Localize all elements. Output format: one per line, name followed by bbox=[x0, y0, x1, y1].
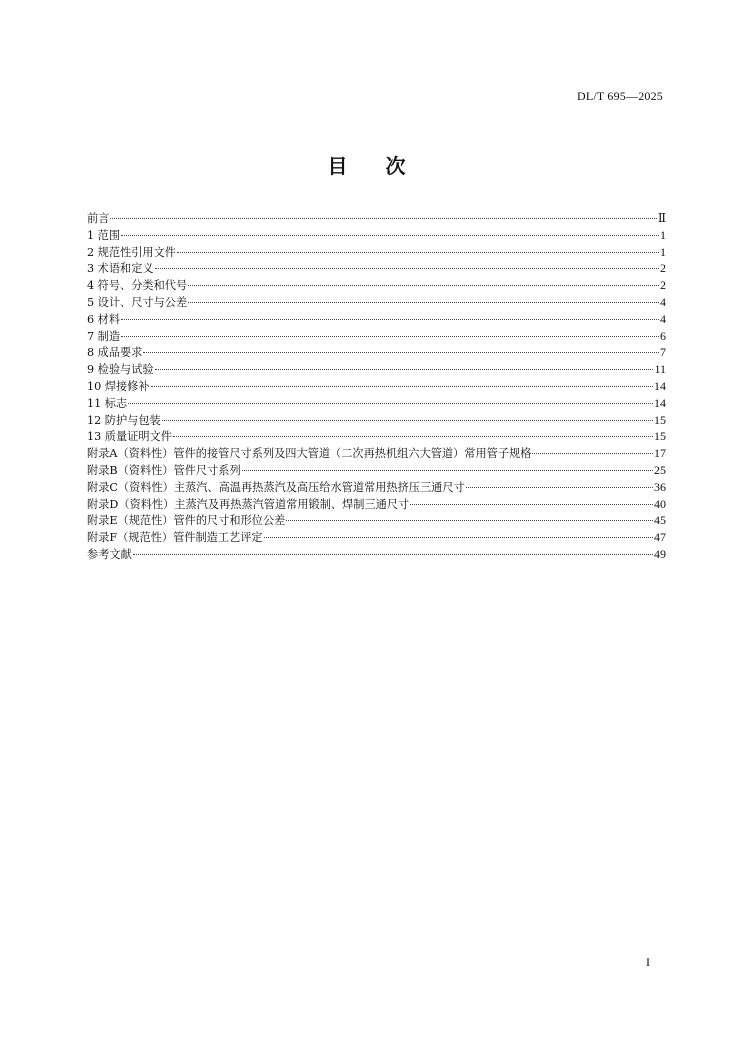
dot-leader bbox=[466, 487, 653, 488]
toc-page-number: 25 bbox=[654, 462, 666, 477]
dot-leader bbox=[188, 302, 659, 303]
toc-label: 附录C（资料性）主蒸汽、高温再热蒸汽及高压给水管道常用热挤压三通尺寸 bbox=[87, 480, 465, 494]
toc-page-number: 14 bbox=[654, 395, 666, 410]
toc-label: 参考文献 bbox=[87, 547, 132, 561]
toc-label: 12 防护与包装 bbox=[87, 413, 161, 427]
toc-entry-scope[interactable] bbox=[87, 227, 666, 244]
toc-label: 附录D（资料性）主蒸汽及再热蒸汽管道常用锻制、焊制三通尺寸 bbox=[87, 497, 410, 511]
toc-label: 3 术语和定义 bbox=[87, 262, 154, 276]
toc-page-number: 4 bbox=[660, 294, 666, 309]
toc-page-number: 14 bbox=[654, 378, 666, 393]
toc-page-number: 11 bbox=[654, 362, 666, 377]
dot-leader bbox=[264, 537, 653, 538]
toc-label: 4 符号、分类和代号 bbox=[87, 279, 188, 293]
toc-entry-appendix-f[interactable] bbox=[87, 529, 666, 546]
toc-page-number: 1 bbox=[660, 227, 666, 242]
toc-label: 附录F（规范性）管件制造工艺评定 bbox=[87, 531, 263, 545]
page-number: I bbox=[646, 955, 650, 969]
toc-entry-appendix-e[interactable] bbox=[87, 512, 666, 529]
dot-leader bbox=[286, 520, 653, 521]
dot-leader bbox=[188, 285, 659, 286]
toc-page-number: 2 bbox=[660, 278, 666, 293]
toc-entry-appendix-b[interactable] bbox=[87, 462, 666, 479]
table-of-contents bbox=[87, 210, 666, 563]
toc-page-number: 49 bbox=[654, 546, 666, 561]
toc-page-number: 2 bbox=[660, 261, 666, 276]
toc-entry-appendix-c[interactable] bbox=[87, 479, 666, 496]
document-code: DL/T 695—2025 bbox=[576, 89, 663, 103]
dot-leader bbox=[162, 420, 653, 421]
toc-entry-design[interactable] bbox=[87, 294, 666, 311]
toc-label: 8 成品要求 bbox=[87, 346, 143, 360]
dot-leader bbox=[242, 470, 653, 471]
toc-page-number: 17 bbox=[654, 446, 666, 461]
page-title bbox=[0, 150, 733, 179]
toc-label: 附录E（规范性）管件的尺寸和形位公差 bbox=[87, 514, 286, 528]
dot-leader bbox=[410, 504, 653, 505]
toc-page-number: 15 bbox=[654, 412, 666, 427]
toc-page-number: 1 bbox=[660, 244, 666, 259]
toc-label: 附录B（资料性）管件尺寸系列 bbox=[87, 463, 241, 477]
toc-page-number: 7 bbox=[660, 345, 666, 360]
dot-leader bbox=[121, 336, 659, 337]
dot-leader bbox=[121, 319, 659, 320]
toc-page-number: 15 bbox=[654, 429, 666, 444]
dot-leader bbox=[121, 235, 659, 236]
toc-entry-materials[interactable] bbox=[87, 311, 666, 328]
toc-label: 2 规范性引用文件 bbox=[87, 245, 176, 259]
toc-entry-bibliography[interactable] bbox=[87, 546, 666, 563]
toc-entry-quality-certificate[interactable] bbox=[87, 428, 666, 445]
toc-entry-inspection[interactable] bbox=[87, 361, 666, 378]
toc-page-number: 36 bbox=[654, 479, 666, 494]
title-char-2: 次 bbox=[385, 154, 406, 178]
dot-leader bbox=[173, 436, 653, 437]
toc-entry-manufacturing[interactable] bbox=[87, 328, 666, 345]
dot-leader bbox=[128, 403, 653, 404]
toc-label: 5 设计、尺寸与公差 bbox=[87, 295, 188, 309]
toc-label: 7 制造 bbox=[87, 329, 121, 343]
dot-leader bbox=[532, 453, 653, 454]
toc-entry-appendix-a[interactable] bbox=[87, 445, 666, 462]
toc-label: 1 范围 bbox=[87, 228, 121, 242]
toc-page-number: 45 bbox=[654, 513, 666, 528]
toc-label: 附录A（资料性）管件的接管尺寸系列及四大管道（二次再热机组六大管道）常用管子规格 bbox=[87, 447, 532, 461]
toc-entry-foreword[interactable] bbox=[87, 210, 666, 227]
toc-entry-weld-repair[interactable] bbox=[87, 378, 666, 395]
toc-page-number: 4 bbox=[660, 311, 666, 326]
toc-page-number: 6 bbox=[660, 328, 666, 343]
toc-label: 11 标志 bbox=[87, 396, 128, 410]
toc-page-number: Ⅱ bbox=[657, 211, 666, 225]
toc-entry-packaging[interactable] bbox=[87, 412, 666, 429]
title-char-1: 目 bbox=[327, 154, 348, 178]
toc-entry-appendix-d[interactable] bbox=[87, 496, 666, 513]
dot-leader bbox=[110, 218, 656, 219]
dot-leader bbox=[133, 554, 653, 555]
toc-entry-marking[interactable] bbox=[87, 395, 666, 412]
dot-leader bbox=[155, 268, 659, 269]
toc-entry-product-requirements[interactable] bbox=[87, 344, 666, 361]
dot-leader bbox=[143, 352, 659, 353]
toc-label: 6 材料 bbox=[87, 312, 121, 326]
dot-leader bbox=[177, 252, 659, 253]
toc-entry-terms[interactable] bbox=[87, 260, 666, 277]
toc-entry-normative-references[interactable] bbox=[87, 244, 666, 261]
toc-label: 10 焊接修补 bbox=[87, 379, 150, 393]
toc-label: 13 质量证明文件 bbox=[87, 430, 172, 444]
dot-leader bbox=[155, 369, 654, 370]
toc-page-number: 40 bbox=[654, 496, 666, 511]
toc-page-number: 47 bbox=[654, 530, 666, 545]
toc-label: 9 检验与试验 bbox=[87, 363, 154, 377]
toc-entry-symbols[interactable] bbox=[87, 277, 666, 294]
dot-leader bbox=[151, 386, 653, 387]
toc-label: 前言 bbox=[87, 212, 110, 225]
